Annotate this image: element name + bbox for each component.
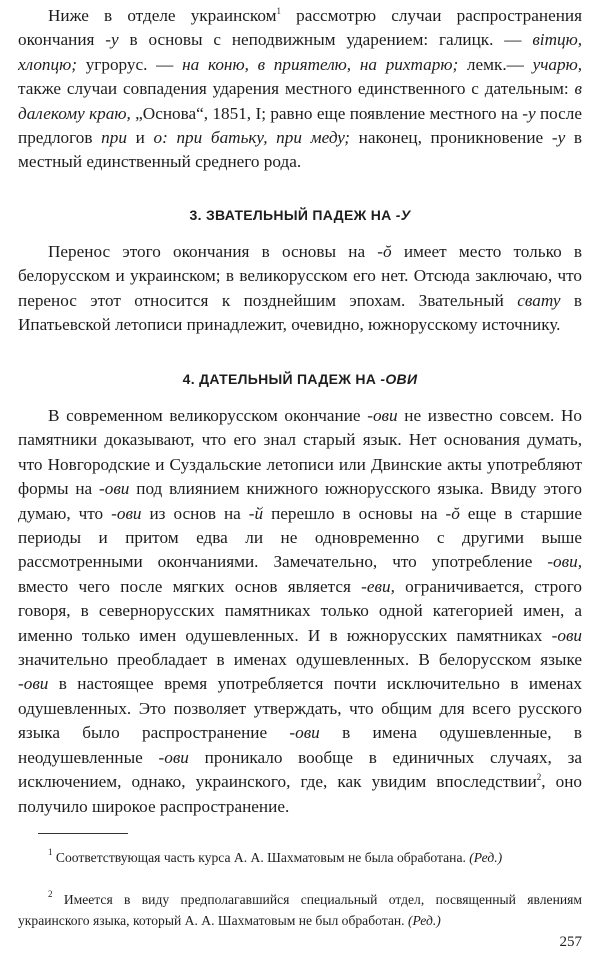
italic-form: -ови, bbox=[547, 552, 582, 572]
heading-ending: -ОВИ bbox=[380, 371, 418, 387]
text-run: „Основа“, 1851, I; равно еще появление местного на bbox=[130, 103, 523, 123]
italic-form: на коню, в приятелю, на рихтарю; bbox=[182, 54, 459, 74]
text-run: под влиянием книжного южнорусского языка. Ввиду этого думаю, что bbox=[18, 479, 582, 523]
book-page bbox=[18, 0, 582, 960]
italic-form: -й bbox=[248, 503, 264, 523]
text-run: наконец, проникновение bbox=[349, 128, 552, 148]
footnote-2 bbox=[18, 889, 582, 931]
heading-ending: -У bbox=[395, 207, 411, 223]
footnote-mark: 1 bbox=[48, 847, 53, 857]
heading-text: 3. ЗВАТЕЛЬНЫЙ ПАДЕЖ НА bbox=[189, 207, 396, 223]
italic-form: учарю, bbox=[532, 54, 583, 74]
paragraph-dative bbox=[18, 404, 582, 819]
text-run: имеет место только в белорусском и украинском; в великорусском его нет. Отсюда заключаю, что перенос этот относится к позднейшим эпохам. Звательный bbox=[18, 242, 582, 310]
text-run: в имена одушевленные, в неодушевленные bbox=[18, 723, 582, 767]
text-run: перешло в основы на bbox=[263, 503, 446, 523]
footnote-1 bbox=[18, 847, 582, 868]
text-run: из основ на bbox=[141, 503, 249, 523]
italic-form: -ŏ bbox=[377, 242, 392, 261]
text-run: Соответствующая часть курса А. А. Шахматовым не была обработана. bbox=[52, 850, 470, 865]
italic-form: (Ред.) bbox=[469, 850, 503, 865]
text-run: также случаи совпадения ударения местного единственного с дательным: bbox=[18, 79, 575, 99]
italic-form: -у bbox=[551, 128, 566, 148]
text-run: в Ипатьевской летописи принадлежит, очевидно, южнорусскому источнику. bbox=[18, 290, 582, 335]
paragraph-vocative bbox=[18, 240, 582, 338]
text-run: и bbox=[126, 128, 154, 148]
text-run: В современном великорусском окончание bbox=[48, 406, 368, 425]
italic-form: -у bbox=[522, 103, 536, 123]
section-heading-dative bbox=[18, 371, 582, 387]
page-number: 257 bbox=[559, 934, 582, 950]
text-run: Перенос этого окончания в основы на bbox=[48, 242, 378, 261]
italic-form: -ови bbox=[551, 625, 582, 645]
text-run: Ниже в отделе украинском bbox=[48, 6, 277, 25]
section-heading-vocative bbox=[18, 207, 582, 223]
text-run: в местный единственный среднего рода. bbox=[18, 128, 582, 172]
italic-form: о: при батьку, при меду; bbox=[153, 128, 350, 148]
footnote-ref: 1 bbox=[276, 6, 282, 16]
italic-form: -ови bbox=[111, 503, 142, 523]
footnote-divider bbox=[38, 833, 128, 834]
footnote-mark: 2 bbox=[48, 889, 53, 899]
italic-form: -у bbox=[105, 30, 119, 50]
text-run: проникало вообще в единичных случаях, за исключением, однако, украинского, где, как увидим впоследствии bbox=[18, 747, 583, 792]
italic-form: (Ред.) bbox=[407, 913, 441, 928]
italic-form: -ови bbox=[99, 479, 130, 499]
italic-form: -ŏ bbox=[445, 503, 460, 523]
text-run: лемк.— bbox=[458, 54, 533, 74]
italic-form: -ови bbox=[18, 674, 49, 694]
text-run: Имеется в виду предполагавшийся специальный отдел, посвященный явлениям украинского языка, который А. А. Шахматовым не был обработан. bbox=[18, 892, 582, 928]
paragraph-ukrainian-locative bbox=[18, 4, 582, 175]
heading-text: 4. ДАТЕЛЬНЫЙ ПАДЕЖ НА bbox=[182, 371, 381, 387]
italic-form: -ови bbox=[289, 723, 320, 743]
text-run: ограничивается, строго говоря, в севернорусских памятниках только одной категорией имен, а именно только имен одушевленных. И в южнорусских памятниках bbox=[18, 576, 582, 645]
text-run: еще в старшие периоды и притом едва ли не одновременно с другими выше рассмотренными окончаниями. Замечательно, что употребление bbox=[18, 503, 582, 572]
italic-form: -еви, bbox=[361, 576, 395, 596]
text-run: не известно совсем. Но памятники доказывают, что его знал старый язык. Нет основания думать, что Новгородские и Суздальские летописи или Двинские акты употребляют формы на bbox=[18, 406, 582, 499]
text-run: рассмотрю случаи распространения окончания bbox=[18, 6, 582, 50]
text-run: в настоящее время употребляется почти исключительно в именах одушевленных. Это позволяет утверждать, что общим для всего русского языка было распространение bbox=[18, 674, 582, 743]
text-run: вместо чего после мягких основ является bbox=[18, 576, 362, 596]
text-run: после предлогов bbox=[18, 103, 583, 148]
italic-form: в далекому краю, bbox=[18, 79, 582, 123]
text-run: в основы с неподвижным ударением: галицк. — bbox=[118, 30, 533, 50]
footnote-ref: 2 bbox=[536, 772, 542, 783]
italic-form: -ови bbox=[158, 747, 189, 767]
text-run: значительно преобладает в именах одушевленных. В белорусском языке bbox=[18, 650, 582, 670]
italic-form: вiтцю, хлопцю; bbox=[18, 30, 582, 74]
footnote-text bbox=[53, 850, 503, 865]
italic-form: -ови bbox=[367, 406, 398, 425]
footnote-text bbox=[18, 892, 582, 928]
italic-form: свату bbox=[517, 290, 561, 310]
text-run: угрорус. — bbox=[76, 54, 183, 74]
italic-form: при bbox=[101, 128, 127, 148]
text-run: , оно получило широкое распространение. bbox=[18, 772, 583, 816]
